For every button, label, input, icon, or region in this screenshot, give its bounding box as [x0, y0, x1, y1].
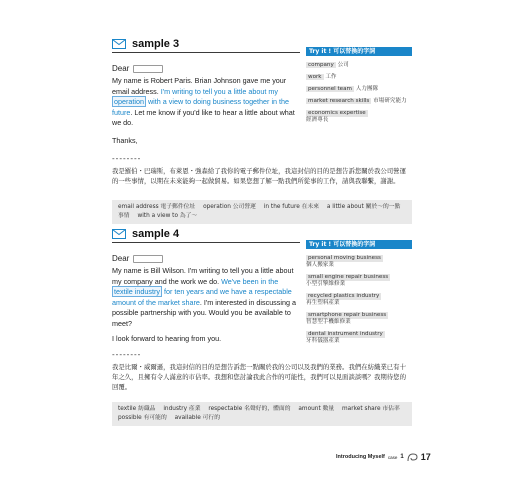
- tryit-chinese: 市場研究能力: [373, 98, 407, 104]
- tryit-english: economics expertise: [308, 110, 366, 116]
- tryit-english: dental instrument industry: [308, 331, 383, 337]
- vocab-item: available 可行的: [174, 415, 221, 421]
- tryit-item[interactable]: [306, 74, 412, 81]
- replaceable-word[interactable]: operation: [114, 97, 144, 106]
- name-blank-field[interactable]: [133, 65, 163, 73]
- tryit-chinese: 人力團隊: [355, 86, 379, 92]
- dear-label: Dear: [112, 254, 130, 263]
- letter-text: My name is Bill Wilson. I'm writing to tell you a little about my company and the work we do.: [112, 266, 294, 286]
- letter-text: . I'm interested in discussing a possible partnership with you. Would you be available to meet?: [112, 297, 296, 328]
- page-curl-icon: [407, 453, 418, 462]
- highlight-text: I'm writing to tell you a little about my: [160, 86, 278, 96]
- footer-case-label: case: [387, 454, 398, 460]
- tryit-english: work: [308, 74, 322, 80]
- tryit-english: personnel team: [308, 86, 353, 92]
- tryit-chinese: 智慧型手機維修業: [306, 319, 351, 325]
- tryit-chinese: 公司: [337, 62, 349, 68]
- envelope-icon: [112, 39, 126, 49]
- tryit-english: personal moving business: [308, 255, 381, 261]
- vocab-item: a little about 關於～的一點事情: [118, 204, 401, 219]
- sample-3-translation: 我是羅伯・巴瑞斯，布萊恩・強森給了我你的電子郵件位址，我這封信的目的是想告訴您關於我公司營運的一些事情，以期在未來能夠一起做貿易。如果您想了解一點我們所從事的工作，請與我聯繫，謝謝。: [112, 167, 406, 185]
- tryit-item[interactable]: [306, 62, 412, 69]
- tryit-item[interactable]: [306, 312, 412, 326]
- highlight-text: for ten years and we have a respectable amount of the market share: [112, 287, 292, 307]
- tryit-item[interactable]: [306, 274, 412, 288]
- sample-4-separator: --------: [112, 350, 142, 359]
- dear-label: Dear: [112, 64, 130, 73]
- tryit-header: Try it ! 可以替換的字詞: [306, 240, 412, 249]
- tryit-header: Try it ! 可以替換的字詞: [306, 47, 412, 56]
- page-footer: [336, 452, 431, 462]
- highlight-text: with a view to doing business together in the future: [112, 97, 290, 117]
- sample-3-vocab-box: [112, 200, 412, 224]
- sample-4-tryit-panel: [306, 240, 412, 350]
- vocab-item: in the future 在未來: [263, 204, 319, 210]
- tryit-english: small engine repair business: [308, 274, 389, 280]
- tryit-item[interactable]: [306, 331, 412, 345]
- tryit-chinese: 牙科儀器產業: [306, 338, 340, 344]
- tryit-list: [306, 56, 412, 124]
- footer-case-number: 1: [400, 454, 404, 460]
- tryit-item[interactable]: [306, 293, 412, 307]
- vocab-item: operation 公司營運: [203, 204, 256, 210]
- vocab-item: possible 有可能的: [118, 415, 167, 421]
- sample-3-title: sample 3: [132, 38, 180, 50]
- vocab-item: email address 電子郵件位址: [118, 204, 196, 210]
- tryit-english: company: [308, 62, 334, 68]
- sample-4-title: sample 4: [132, 228, 180, 240]
- letter-text: . Let me know if you'd like to hear a little about what we do.: [112, 107, 295, 127]
- tryit-item[interactable]: [306, 98, 412, 105]
- footer-title: Introducing Myself: [336, 454, 385, 460]
- vocab-item: with a view to 為了～: [137, 213, 198, 219]
- sample-3-salutation: [112, 64, 163, 73]
- sample-3-section: [112, 36, 412, 219]
- sample-3-letter-body: [112, 76, 300, 129]
- vocab-item: industry 產業: [163, 406, 201, 412]
- tryit-chinese: 個人搬家業: [306, 262, 334, 268]
- name-blank-field[interactable]: [133, 255, 163, 263]
- sample-4-closing: I look forward to hearing from you.: [112, 334, 222, 343]
- tryit-english: market research skills: [308, 98, 370, 104]
- sample-4-salutation: [112, 254, 163, 263]
- tryit-item[interactable]: [306, 86, 412, 93]
- tryit-english: smartphone repair business: [308, 312, 387, 318]
- tryit-item[interactable]: [306, 255, 412, 269]
- sample-4-letter-body: [112, 266, 300, 329]
- tryit-chinese: 工作: [325, 74, 337, 80]
- sample-4-section: [112, 226, 412, 421]
- vocab-item: textile 紡織品: [118, 406, 156, 412]
- sample-3-divider: [112, 52, 300, 53]
- sample-4-vocab-box: [112, 402, 412, 426]
- tryit-chinese: 小型引擎維修業: [306, 281, 346, 287]
- sample-3-closing: Thanks,: [112, 136, 138, 145]
- sample-3-separator: --------: [112, 154, 142, 163]
- tryit-chinese: 經濟專長: [306, 117, 329, 123]
- vocab-item: respectable 名聲好的，體面的: [208, 406, 291, 412]
- replaceable-word[interactable]: textile industry: [114, 287, 160, 296]
- tryit-list: [306, 249, 412, 345]
- sample-4-divider: [112, 242, 300, 243]
- letter-text: My name is Robert Paris. Brian Johnson gave me your email address.: [112, 76, 287, 96]
- page-number: 17: [420, 452, 431, 462]
- tryit-chinese: 再生塑料產業: [306, 300, 340, 306]
- vocab-item: amount 數量: [298, 406, 335, 412]
- sample-3-tryit-panel: [306, 47, 412, 129]
- tryit-item[interactable]: [306, 110, 412, 124]
- highlight-text: We've been in the: [221, 276, 279, 286]
- sample-4-translation: 我是比爾・威爾遜，我這封信的目的是想告訴您一點關於我的公司以及我們的業務。我們在紡織業已有十年之久，且擁有令人滿意的市佔率。我想和您討論我此合作的可能性，我們可以見面談談嗎？我期待您的回覆。: [112, 363, 406, 391]
- vocab-item: market share 市佔率: [342, 406, 400, 412]
- envelope-icon: [112, 229, 126, 239]
- tryit-english: recycled plastics industry: [308, 293, 380, 299]
